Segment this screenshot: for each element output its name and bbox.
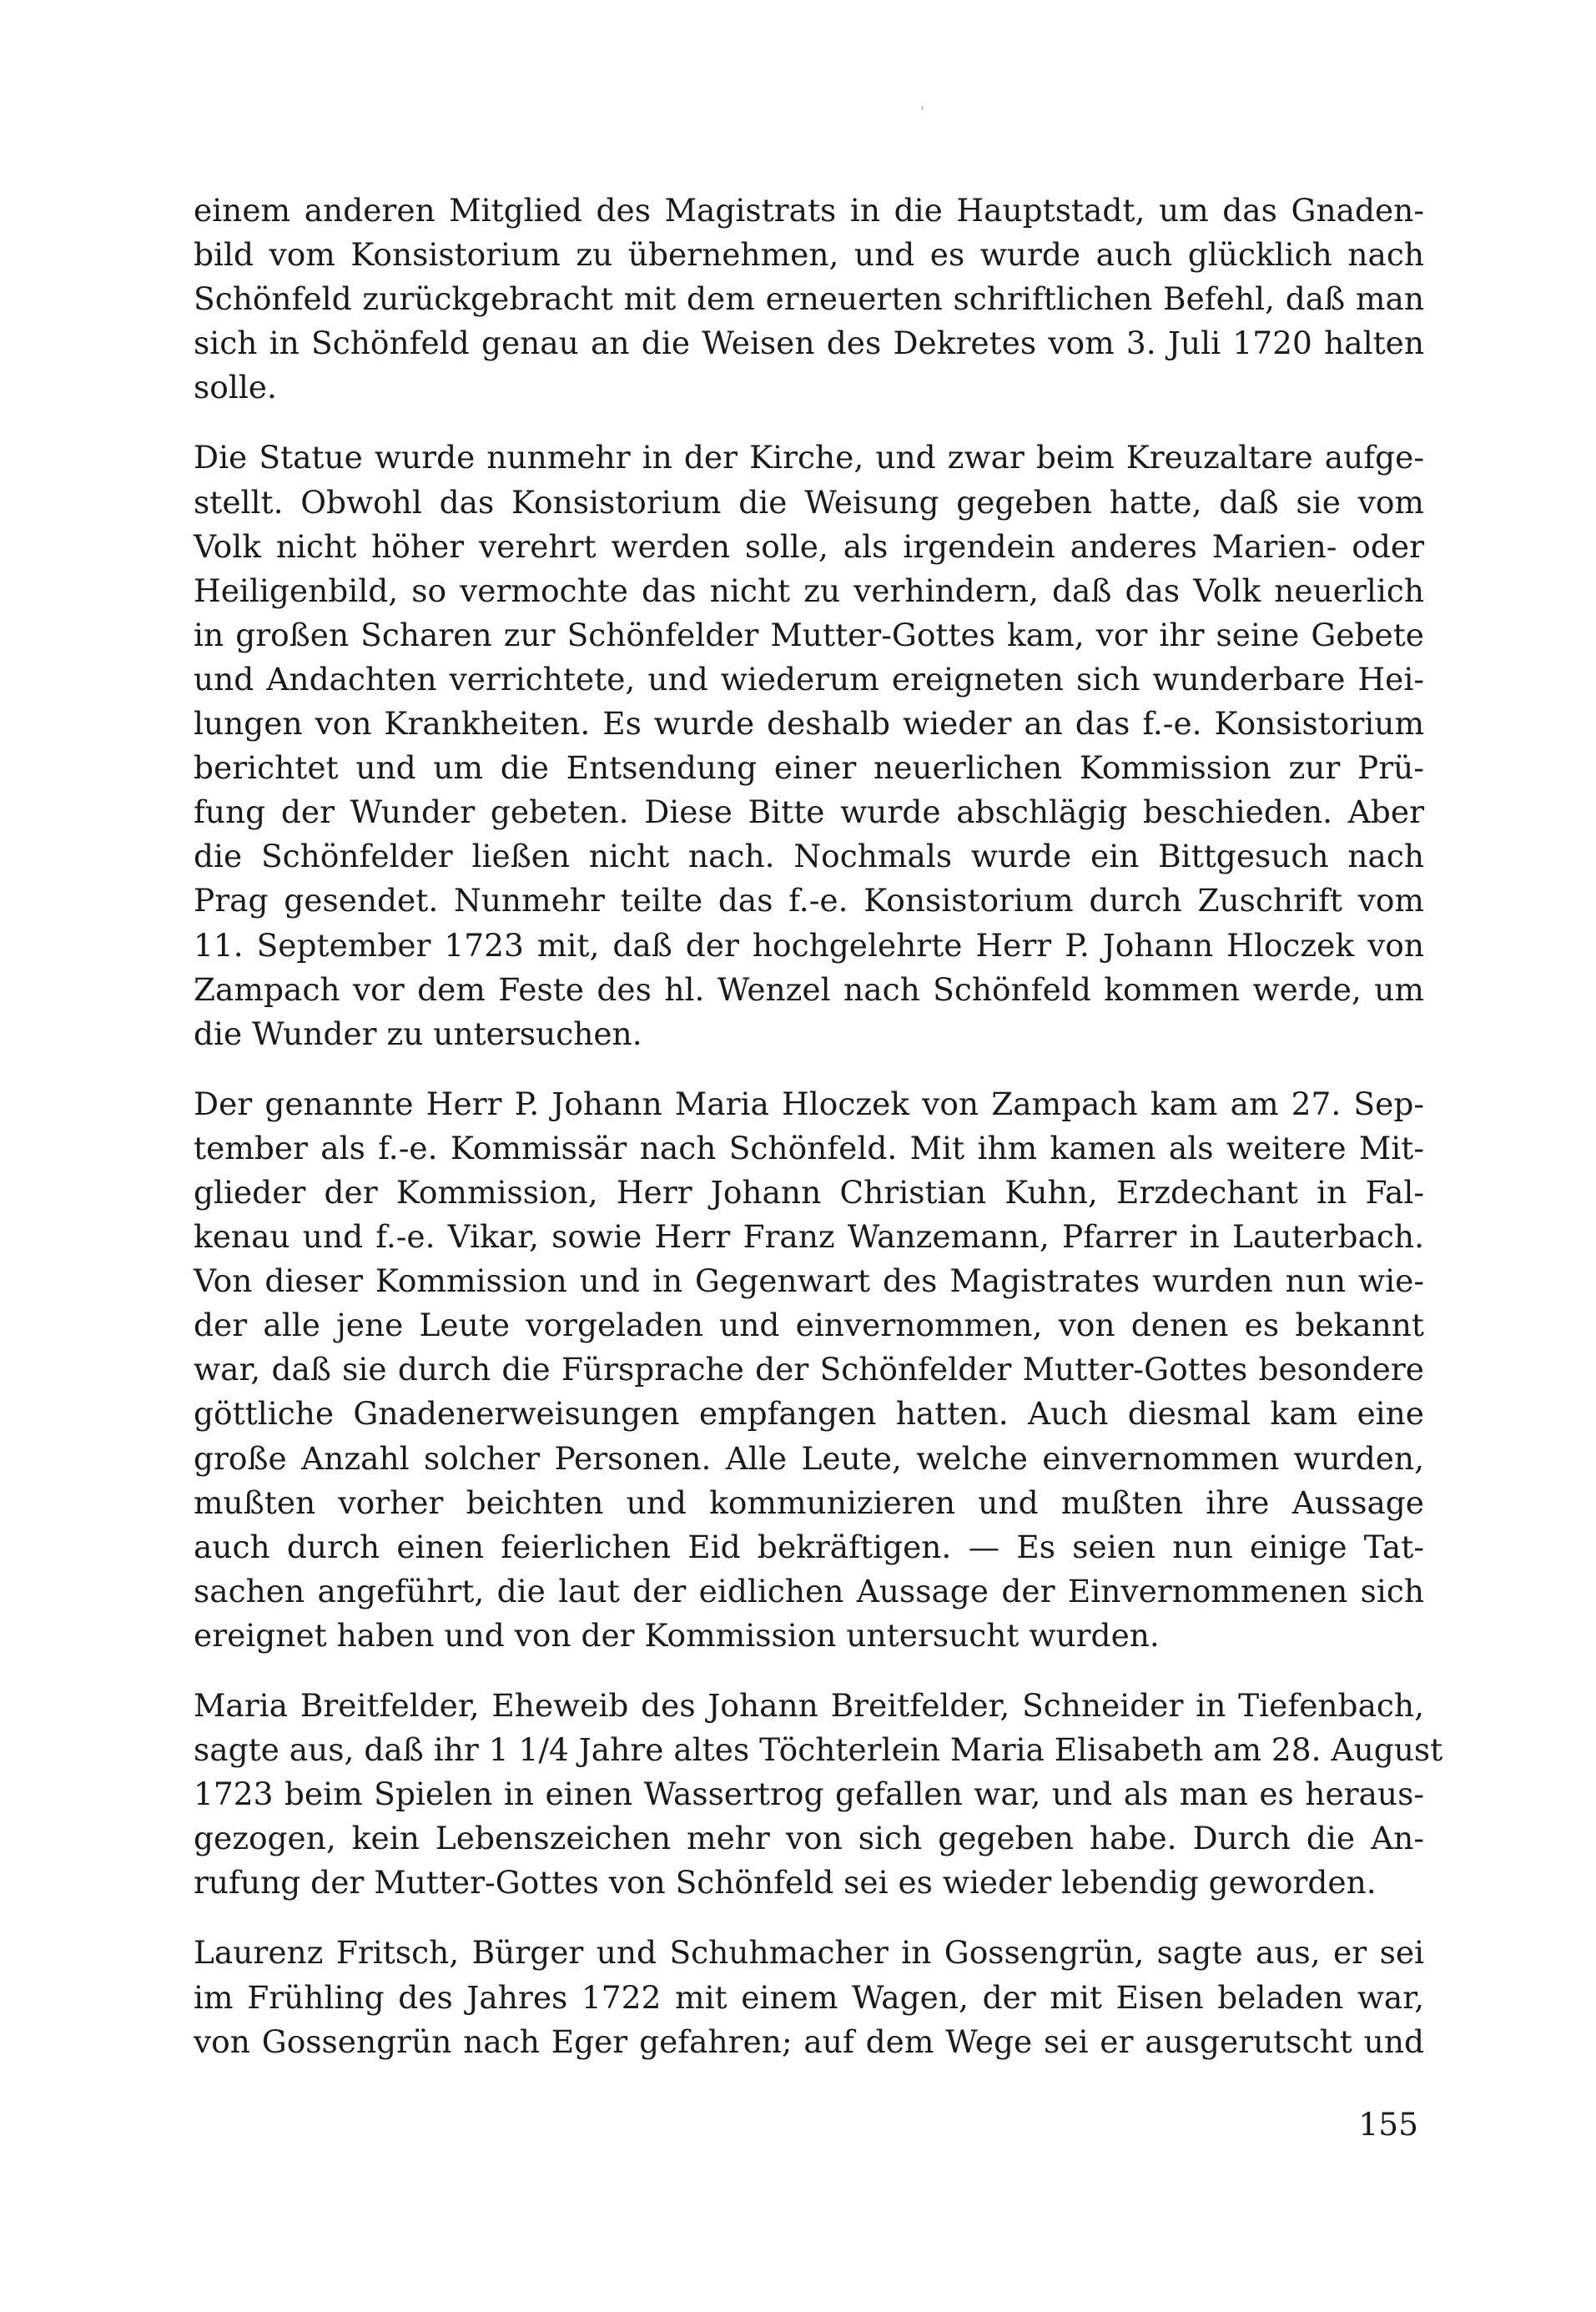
text-line: ereignet haben und von der Kommission untersucht wurden. bbox=[194, 1616, 1160, 1654]
text-line: von Gossengrün nach Eger gefahren; auf dem Wege sei er ausgerutscht und bbox=[194, 2022, 1424, 2060]
paragraph-3 bbox=[194, 1082, 1424, 1658]
text-line: stellt. Obwohl das Konsistorium die Weisung gegeben hatte, daß sie vom bbox=[194, 483, 1424, 521]
text-line: rufung der Mutter-Gottes von Schönfeld sei es wieder lebendig geworden. bbox=[194, 1864, 1377, 1901]
text-line: Die Statue wurde nunmehr in der Kirche, und zwar beim Kreuzaltare aufge- bbox=[194, 439, 1424, 476]
text-line: große Anzahl solcher Personen. Alle Leute, welche einvernommen wurden, bbox=[194, 1439, 1424, 1477]
text-line: der alle jene Leute vorgeladen und einvernommen, von denen es bekannt bbox=[194, 1307, 1424, 1344]
text-line: sich in Schönfeld genau an die Weisen des Dekretes vom 3. Juli 1720 halten bbox=[194, 325, 1424, 362]
text-line: solle. bbox=[194, 369, 277, 406]
text-line: Maria Breitfelder, Eheweib des Johann Breitfelder, Schneider in Tiefenbach, bbox=[194, 1687, 1424, 1724]
text-line: kenau und f.-e. Vikar, sowie Herr Franz Wanzemann, Pfarrer in Lauterbach. bbox=[194, 1218, 1424, 1256]
text-line: Der genannte Herr P. Johann Maria Hloczek von Zampach kam am 27. Sep- bbox=[194, 1085, 1424, 1122]
text-line: die Schönfelder ließen nicht nach. Nochmals wurde ein Bittgesuch nach bbox=[194, 838, 1424, 875]
page-number: 155 bbox=[1358, 2106, 1418, 2143]
text-line: 1723 beim Spielen in einen Wassertrog gefallen war, und als man es heraus- bbox=[194, 1776, 1424, 1813]
text-line: Zampach vor dem Feste des hl. Wenzel nach Schönfeld kommen werde, um bbox=[194, 970, 1424, 1008]
text-line: gezogen, kein Lebenszeichen mehr von sich gegeben habe. Durch die An- bbox=[194, 1820, 1424, 1857]
paragraph-2 bbox=[194, 436, 1424, 1055]
text-line: tember als f.-e. Kommissär nach Schönfeld. Mit ihm kamen als weitere Mit- bbox=[194, 1129, 1424, 1166]
text-line: berichtet und um die Entsendung einer neuerlichen Kommission zur Prü- bbox=[194, 749, 1424, 787]
paragraph-4 bbox=[194, 1684, 1443, 1905]
text-line: Schönfeld zurückgebracht mit dem erneuerten schriftlichen Befehl, daß man bbox=[194, 280, 1424, 318]
text-line: im Frühling des Jahres 1722 mit einem Wagen, der mit Eisen beladen war, bbox=[194, 1978, 1424, 2016]
text-line: mußten vorher beichten und kommunizieren und mußten ihre Aussage bbox=[194, 1483, 1424, 1521]
text-line: sagte aus, daß ihr 1 1/4 Jahre altes Töchterlein Maria Elisabeth am 28. August bbox=[194, 1731, 1443, 1769]
paper-speck bbox=[921, 106, 924, 110]
text-line: göttliche Gnadenerweisungen empfangen hatten. Auch diesmal kam eine bbox=[194, 1395, 1424, 1433]
text-line: Von dieser Kommission und in Gegenwart des Magistrates wurden nun wie- bbox=[194, 1262, 1424, 1300]
text-line: lungen von Krankheiten. Es wurde deshalb wieder an das f.-e. Konsistorium bbox=[194, 705, 1424, 743]
text-line: Heiligenbild, so vermochte das nicht zu verhindern, daß das Volk neuerlich bbox=[194, 572, 1424, 609]
text-line: 11. September 1723 mit, daß der hochgelehrte Herr P. Johann Hloczek von bbox=[194, 926, 1424, 964]
body-text bbox=[194, 189, 1443, 2090]
text-line: auch durch einen feierlichen Eid bekräftigen. — Es seien nun einige Tat- bbox=[194, 1528, 1424, 1565]
text-line: Prag gesendet. Nunmehr teilte das f.-e. Konsistorium durch Zuschrift vom bbox=[194, 882, 1424, 919]
text-line: einem anderen Mitglied des Magistrats in die Hauptstadt, um das Gnaden- bbox=[194, 192, 1424, 229]
text-line: und Andachten verrichtete, und wiederum ereigneten sich wunderbare Hei- bbox=[194, 660, 1424, 698]
text-line: die Wunder zu untersuchen. bbox=[194, 1015, 642, 1052]
text-line: Laurenz Fritsch, Bürger und Schuhmacher in Gossengrün, sagte aus, er sei bbox=[194, 1934, 1424, 1972]
text-line: in großen Scharen zur Schönfelder Mutter-Gottes kam, vor ihr seine Gebete bbox=[194, 616, 1424, 653]
text-line: sachen angeführt, die laut der eidlichen Aussage der Einvernommenen sich bbox=[194, 1572, 1424, 1609]
text-line: war, daß sie durch die Fürsprache der Schönfelder Mutter-Gottes besondere bbox=[194, 1351, 1424, 1388]
text-line: fung der Wunder gebeten. Diese Bitte wurde abschlägig beschieden. Aber bbox=[194, 793, 1424, 831]
text-line: glieder der Kommission, Herr Johann Christian Kuhn, Erzdechant in Fal- bbox=[194, 1173, 1424, 1211]
text-line: Volk nicht höher verehrt werden solle, als irgendein anderes Marien- oder bbox=[194, 527, 1424, 565]
text-line: bild vom Konsistorium zu übernehmen, und es wurde auch glücklich nach bbox=[194, 236, 1424, 274]
paragraph-1 bbox=[194, 189, 1424, 410]
paragraph-5 bbox=[194, 1931, 1424, 2063]
